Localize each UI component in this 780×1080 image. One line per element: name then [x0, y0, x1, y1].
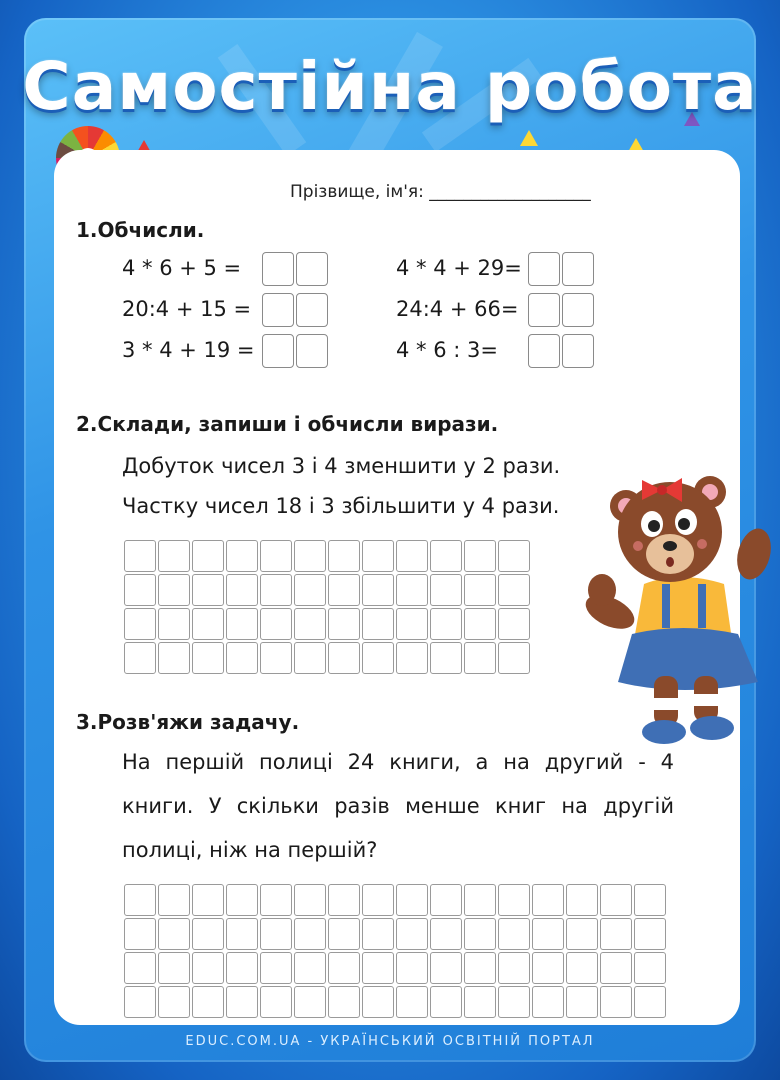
name-field-label: Прізвище, ім'я: ___________________: [290, 182, 591, 202]
section-1-heading: 1.Обчисли.: [76, 218, 205, 242]
answer-boxes[interactable]: [262, 252, 330, 286]
grid-cell[interactable]: [396, 574, 428, 606]
grid-cell[interactable]: [430, 918, 462, 950]
answer-grid-2[interactable]: [124, 540, 530, 674]
grid-cell[interactable]: [260, 986, 292, 1018]
grid-cell[interactable]: [600, 952, 632, 984]
grid-cell[interactable]: [430, 540, 462, 572]
grid-cell[interactable]: [396, 608, 428, 640]
grid-cell[interactable]: [158, 918, 190, 950]
grid-cell[interactable]: [226, 574, 258, 606]
grid-cell[interactable]: [192, 884, 224, 916]
grid-cell[interactable]: [260, 884, 292, 916]
grid-cell[interactable]: [464, 642, 496, 674]
grid-cell[interactable]: [566, 884, 598, 916]
footer-portal-text: EDUC.COM.UA - УКРАЇНСЬКИЙ ОСВІТНІЙ ПОРТАЛ: [185, 1034, 595, 1049]
grid-cell[interactable]: [498, 952, 530, 984]
grid-cell[interactable]: [124, 884, 156, 916]
problem-text: На першій полиці 24 книги, а на другий - 4 книги. У скільки разів менше книг на другій полиці, ніж на першій?: [122, 750, 674, 862]
grid-cell[interactable]: [430, 642, 462, 674]
page-title: Самостійна робота: [22, 48, 758, 125]
grid-cell[interactable]: [464, 608, 496, 640]
grid-cell[interactable]: [430, 574, 462, 606]
grid-cell[interactable]: [328, 884, 360, 916]
grid-cell[interactable]: [328, 540, 360, 572]
grid-cell[interactable]: [124, 952, 156, 984]
expression: 4 * 6 + 5 =: [122, 256, 242, 280]
grid-cell[interactable]: [124, 608, 156, 640]
grid-cell[interactable]: [430, 608, 462, 640]
grid-cell[interactable]: [532, 884, 564, 916]
grid-cell[interactable]: [600, 884, 632, 916]
grid-cell[interactable]: [260, 642, 292, 674]
grid-cell[interactable]: [124, 642, 156, 674]
grid-cell[interactable]: [226, 952, 258, 984]
grid-cell[interactable]: [294, 884, 326, 916]
grid-cell[interactable]: [498, 918, 530, 950]
grid-cell[interactable]: [192, 952, 224, 984]
grid-cell[interactable]: [158, 952, 190, 984]
grid-cell[interactable]: [362, 952, 394, 984]
grid-cell[interactable]: [464, 952, 496, 984]
grid-cell[interactable]: [498, 540, 530, 572]
grid-cell[interactable]: [634, 884, 666, 916]
grid-cell[interactable]: [464, 986, 496, 1018]
grid-cell[interactable]: [362, 918, 394, 950]
grid-cell[interactable]: [566, 918, 598, 950]
answer-boxes[interactable]: [262, 334, 330, 368]
grid-cell[interactable]: [464, 884, 496, 916]
grid-cell[interactable]: [498, 608, 530, 640]
grid-cell[interactable]: [294, 986, 326, 1018]
grid-cell[interactable]: [498, 574, 530, 606]
grid-cell[interactable]: [192, 642, 224, 674]
grid-cell[interactable]: [124, 574, 156, 606]
grid-cell[interactable]: [634, 918, 666, 950]
grid-cell[interactable]: [158, 540, 190, 572]
grid-cell[interactable]: [498, 884, 530, 916]
bear-illustration: [582, 462, 778, 762]
grid-cell[interactable]: [328, 986, 360, 1018]
grid-cell[interactable]: [532, 952, 564, 984]
grid-cell[interactable]: [226, 642, 258, 674]
grid-cell[interactable]: [362, 884, 394, 916]
grid-cell[interactable]: [532, 918, 564, 950]
section-2-heading: 2.Склади, запиши і обчисли вирази.: [76, 412, 499, 436]
grid-cell[interactable]: [294, 608, 326, 640]
grid-cell[interactable]: [158, 608, 190, 640]
grid-cell[interactable]: [396, 642, 428, 674]
grid-cell[interactable]: [498, 642, 530, 674]
task-line-1: Добуток чисел 3 і 4 зменшити у 2 рази.: [122, 454, 561, 478]
grid-cell[interactable]: [124, 540, 156, 572]
grid-cell[interactable]: [362, 608, 394, 640]
grid-cell[interactable]: [260, 608, 292, 640]
grid-cell[interactable]: [260, 918, 292, 950]
grid-cell[interactable]: [328, 642, 360, 674]
grid-cell[interactable]: [260, 574, 292, 606]
grid-cell[interactable]: [192, 918, 224, 950]
grid-cell[interactable]: [328, 574, 360, 606]
grid-cell[interactable]: [158, 574, 190, 606]
grid-cell[interactable]: [600, 986, 632, 1018]
grid-cell[interactable]: [362, 574, 394, 606]
grid-cell[interactable]: [328, 952, 360, 984]
grid-cell[interactable]: [124, 918, 156, 950]
expression: 4 * 6 : 3=: [396, 338, 498, 362]
grid-cell[interactable]: [396, 986, 428, 1018]
grid-cell[interactable]: [362, 986, 394, 1018]
expression: 4 * 4 + 29=: [396, 256, 522, 280]
answer-boxes[interactable]: [528, 293, 596, 327]
grid-cell[interactable]: [158, 642, 190, 674]
grid-cell[interactable]: [328, 918, 360, 950]
grid-cell[interactable]: [158, 884, 190, 916]
grid-cell[interactable]: [634, 952, 666, 984]
grid-cell[interactable]: [600, 918, 632, 950]
grid-cell[interactable]: [396, 884, 428, 916]
grid-cell[interactable]: [260, 952, 292, 984]
grid-cell[interactable]: [532, 986, 564, 1018]
grid-cell[interactable]: [124, 986, 156, 1018]
grid-cell[interactable]: [192, 986, 224, 1018]
answer-boxes[interactable]: [262, 293, 330, 327]
grid-cell[interactable]: [294, 540, 326, 572]
grid-cell[interactable]: [430, 884, 462, 916]
grid-cell[interactable]: [226, 918, 258, 950]
grid-cell[interactable]: [158, 986, 190, 1018]
grid-cell[interactable]: [192, 540, 224, 572]
grid-cell[interactable]: [464, 540, 496, 572]
grid-cell[interactable]: [226, 540, 258, 572]
grid-cell[interactable]: [294, 642, 326, 674]
grid-cell[interactable]: [294, 952, 326, 984]
grid-cell[interactable]: [226, 608, 258, 640]
grid-cell[interactable]: [396, 540, 428, 572]
section-3-heading: 3.Розв'яжи задачу.: [76, 710, 300, 734]
grid-cell[interactable]: [226, 986, 258, 1018]
grid-cell[interactable]: [464, 918, 496, 950]
grid-cell[interactable]: [430, 952, 462, 984]
grid-cell[interactable]: [328, 608, 360, 640]
grid-cell[interactable]: [566, 986, 598, 1018]
task-line-2: Частку чисел 18 і 3 збільшити у 4 рази.: [122, 494, 560, 518]
grid-cell[interactable]: [566, 952, 598, 984]
decor-triangle: [520, 130, 538, 146]
grid-cell[interactable]: [192, 574, 224, 606]
answer-grid-3[interactable]: [124, 884, 666, 1018]
grid-cell[interactable]: [396, 918, 428, 950]
grid-cell[interactable]: [464, 574, 496, 606]
grid-cell[interactable]: [226, 884, 258, 916]
grid-cell[interactable]: [362, 540, 394, 572]
grid-cell[interactable]: [634, 986, 666, 1018]
grid-cell[interactable]: [362, 642, 394, 674]
answer-boxes[interactable]: [528, 252, 596, 286]
grid-cell[interactable]: [396, 952, 428, 984]
answer-boxes[interactable]: [528, 334, 596, 368]
grid-cell[interactable]: [260, 540, 292, 572]
grid-cell[interactable]: [294, 918, 326, 950]
grid-cell[interactable]: [430, 986, 462, 1018]
expression: 24:4 + 66=: [396, 297, 519, 321]
grid-cell[interactable]: [294, 574, 326, 606]
grid-cell[interactable]: [192, 608, 224, 640]
expression: 3 * 4 + 19 =: [122, 338, 255, 362]
expression: 20:4 + 15 =: [122, 297, 252, 321]
grid-cell[interactable]: [498, 986, 530, 1018]
